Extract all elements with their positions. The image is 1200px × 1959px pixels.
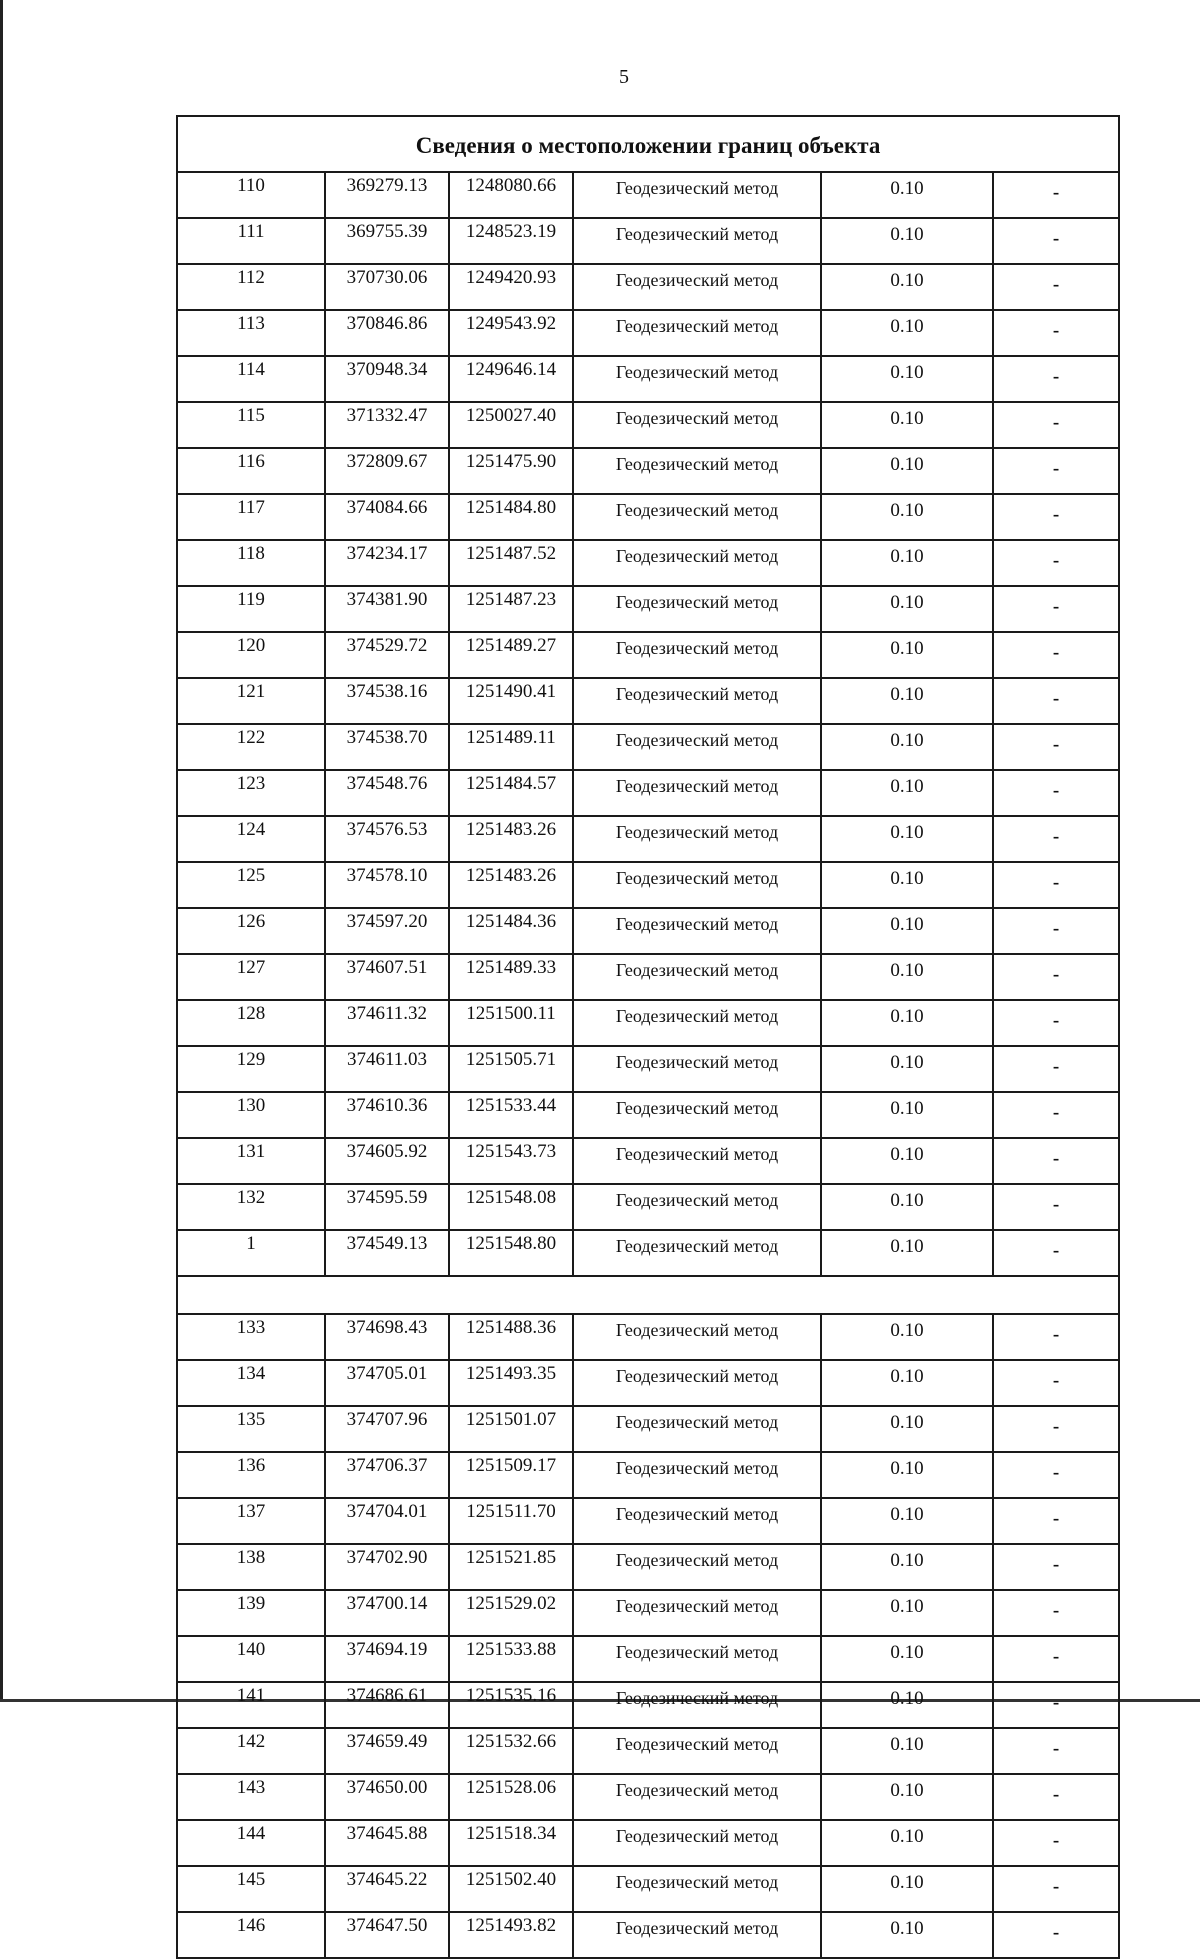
point-number-cell: 135: [177, 1406, 325, 1452]
coord-x-cell: 374645.88: [325, 1820, 449, 1866]
note-cell: -: [993, 1314, 1119, 1360]
table-title: Сведения о местоположении границ объекта: [177, 116, 1119, 172]
note-cell: -: [993, 1138, 1119, 1184]
table-row: [177, 540, 1119, 586]
point-number-cell: 128: [177, 1000, 325, 1046]
coord-y-cell: 1251493.35: [449, 1360, 573, 1406]
table-row: [177, 494, 1119, 540]
note-cell: -: [993, 218, 1119, 264]
note-cell: -: [993, 1000, 1119, 1046]
method-cell: Геодезический метод: [573, 540, 821, 586]
point-number-cell: 134: [177, 1360, 325, 1406]
method-cell: Геодезический метод: [573, 1138, 821, 1184]
note-cell: -: [993, 1406, 1119, 1452]
table-row: [177, 908, 1119, 954]
method-cell: Геодезический метод: [573, 1544, 821, 1590]
note-cell: -: [993, 1728, 1119, 1774]
table-row: [177, 1138, 1119, 1184]
accuracy-cell: 0.10: [821, 1000, 993, 1046]
note-cell: -: [993, 1820, 1119, 1866]
note-cell: -: [993, 1230, 1119, 1276]
point-number-cell: 145: [177, 1866, 325, 1912]
table-row: [177, 218, 1119, 264]
table-row: [177, 356, 1119, 402]
point-number-cell: 117: [177, 494, 325, 540]
method-cell: Геодезический метод: [573, 632, 821, 678]
point-number-cell: 139: [177, 1590, 325, 1636]
accuracy-cell: 0.10: [821, 1774, 993, 1820]
method-cell: Геодезический метод: [573, 1820, 821, 1866]
table-row: [177, 1406, 1119, 1452]
coord-x-cell: 374381.90: [325, 586, 449, 632]
table-row: [177, 724, 1119, 770]
coord-x-cell: 374702.90: [325, 1544, 449, 1590]
page-number: 5: [619, 66, 629, 88]
coord-y-cell: 1249646.14: [449, 356, 573, 402]
coord-y-cell: 1251533.44: [449, 1092, 573, 1138]
point-number-cell: 131: [177, 1138, 325, 1184]
coord-y-cell: 1251487.52: [449, 540, 573, 586]
note-cell: -: [993, 1046, 1119, 1092]
coord-x-cell: 374610.36: [325, 1092, 449, 1138]
point-number-cell: 136: [177, 1452, 325, 1498]
table-row: [177, 1912, 1119, 1958]
coord-x-cell: 374611.32: [325, 1000, 449, 1046]
table-row: [177, 1452, 1119, 1498]
method-cell: Геодезический метод: [573, 1406, 821, 1452]
note-cell: -: [993, 494, 1119, 540]
note-cell: -: [993, 1774, 1119, 1820]
table-row: [177, 1866, 1119, 1912]
coord-y-cell: 1251483.26: [449, 816, 573, 862]
accuracy-cell: 0.10: [821, 310, 993, 356]
method-cell: Геодезический метод: [573, 1184, 821, 1230]
method-cell: Геодезический метод: [573, 494, 821, 540]
coord-x-cell: 374605.92: [325, 1138, 449, 1184]
accuracy-cell: 0.10: [821, 264, 993, 310]
table-row: [177, 1774, 1119, 1820]
coord-y-cell: 1251511.70: [449, 1498, 573, 1544]
method-cell: Геодезический метод: [573, 1866, 821, 1912]
point-number-cell: 110: [177, 172, 325, 218]
coord-x-cell: 371332.47: [325, 402, 449, 448]
coord-x-cell: 374576.53: [325, 816, 449, 862]
method-cell: Геодезический метод: [573, 356, 821, 402]
method-cell: Геодезический метод: [573, 1360, 821, 1406]
accuracy-cell: 0.10: [821, 816, 993, 862]
accuracy-cell: 0.10: [821, 1912, 993, 1958]
coord-x-cell: 374595.59: [325, 1184, 449, 1230]
point-number-cell: 112: [177, 264, 325, 310]
coord-x-cell: 374650.00: [325, 1774, 449, 1820]
method-cell: Геодезический метод: [573, 1682, 821, 1728]
point-number-cell: 129: [177, 1046, 325, 1092]
accuracy-cell: 0.10: [821, 1138, 993, 1184]
coord-y-cell: 1251521.85: [449, 1544, 573, 1590]
note-cell: -: [993, 1452, 1119, 1498]
point-number-cell: 121: [177, 678, 325, 724]
note-cell: -: [993, 1092, 1119, 1138]
accuracy-cell: 0.10: [821, 1820, 993, 1866]
note-cell: -: [993, 1682, 1119, 1728]
point-number-cell: 114: [177, 356, 325, 402]
coord-y-cell: 1251505.71: [449, 1046, 573, 1092]
coord-y-cell: 1248523.19: [449, 218, 573, 264]
note-cell: -: [993, 448, 1119, 494]
coord-y-cell: 1251529.02: [449, 1590, 573, 1636]
method-cell: Геодезический метод: [573, 1636, 821, 1682]
coord-y-cell: 1251518.34: [449, 1820, 573, 1866]
table-row: [177, 1000, 1119, 1046]
point-number-cell: 123: [177, 770, 325, 816]
accuracy-cell: 0.10: [821, 1184, 993, 1230]
coord-x-cell: 374700.14: [325, 1590, 449, 1636]
accuracy-cell: 0.10: [821, 1498, 993, 1544]
point-number-cell: 122: [177, 724, 325, 770]
table-row: [177, 1046, 1119, 1092]
point-number-cell: 133: [177, 1314, 325, 1360]
accuracy-cell: 0.10: [821, 1360, 993, 1406]
note-cell: -: [993, 402, 1119, 448]
table-row: [177, 1820, 1119, 1866]
table-row: [177, 954, 1119, 1000]
table-row: [177, 1728, 1119, 1774]
note-cell: -: [993, 310, 1119, 356]
table-row: [177, 310, 1119, 356]
method-cell: Геодезический метод: [573, 1774, 821, 1820]
method-cell: Геодезический метод: [573, 310, 821, 356]
method-cell: Геодезический метод: [573, 1498, 821, 1544]
point-number-cell: 113: [177, 310, 325, 356]
accuracy-cell: 0.10: [821, 1866, 993, 1912]
table-row: [177, 448, 1119, 494]
coord-y-cell: 1251548.80: [449, 1230, 573, 1276]
accuracy-cell: 0.10: [821, 1406, 993, 1452]
note-cell: -: [993, 356, 1119, 402]
coord-x-cell: 372809.67: [325, 448, 449, 494]
point-number-cell: 137: [177, 1498, 325, 1544]
note-cell: -: [993, 724, 1119, 770]
accuracy-cell: 0.10: [821, 724, 993, 770]
scan-edge-left: [0, 0, 3, 1702]
note-cell: -: [993, 264, 1119, 310]
point-number-cell: 120: [177, 632, 325, 678]
coord-y-cell: 1251489.11: [449, 724, 573, 770]
coord-y-cell: 1251548.08: [449, 1184, 573, 1230]
accuracy-cell: 0.10: [821, 586, 993, 632]
table-row: [177, 172, 1119, 218]
note-cell: -: [993, 678, 1119, 724]
accuracy-cell: 0.10: [821, 1314, 993, 1360]
coord-y-cell: 1251528.06: [449, 1774, 573, 1820]
table-row: [177, 1498, 1119, 1544]
coord-y-cell: 1251475.90: [449, 448, 573, 494]
coord-x-cell: 374647.50: [325, 1912, 449, 1958]
coord-x-cell: 374705.01: [325, 1360, 449, 1406]
method-cell: Геодезический метод: [573, 816, 821, 862]
coord-y-cell: 1251500.11: [449, 1000, 573, 1046]
section-separator-cell: [177, 1276, 1119, 1314]
coord-x-cell: 369755.39: [325, 218, 449, 264]
point-number-cell: 142: [177, 1728, 325, 1774]
accuracy-cell: 0.10: [821, 1452, 993, 1498]
method-cell: Геодезический метод: [573, 1912, 821, 1958]
method-cell: Геодезический метод: [573, 218, 821, 264]
coord-x-cell: 374538.70: [325, 724, 449, 770]
accuracy-cell: 0.10: [821, 862, 993, 908]
boundary-table-container: [176, 115, 1118, 1959]
point-number-cell: 143: [177, 1774, 325, 1820]
note-cell: -: [993, 1498, 1119, 1544]
coord-x-cell: 374597.20: [325, 908, 449, 954]
coord-x-cell: 374645.22: [325, 1866, 449, 1912]
method-cell: Геодезический метод: [573, 908, 821, 954]
method-cell: Геодезический метод: [573, 264, 821, 310]
note-cell: -: [993, 1636, 1119, 1682]
coord-x-cell: 369279.13: [325, 172, 449, 218]
method-cell: Геодезический метод: [573, 724, 821, 770]
method-cell: Геодезический метод: [573, 1728, 821, 1774]
boundary-coordinates-table: [176, 115, 1120, 1959]
table-row: [177, 1184, 1119, 1230]
table-row: [177, 632, 1119, 678]
coord-x-cell: 374698.43: [325, 1314, 449, 1360]
coord-x-cell: 374706.37: [325, 1452, 449, 1498]
coord-y-cell: 1251535.16: [449, 1682, 573, 1728]
table-row: [177, 862, 1119, 908]
accuracy-cell: 0.10: [821, 908, 993, 954]
accuracy-cell: 0.10: [821, 402, 993, 448]
note-cell: -: [993, 586, 1119, 632]
point-number-cell: 127: [177, 954, 325, 1000]
method-cell: Геодезический метод: [573, 862, 821, 908]
accuracy-cell: 0.10: [821, 494, 993, 540]
accuracy-cell: 0.10: [821, 1092, 993, 1138]
accuracy-cell: 0.10: [821, 1230, 993, 1276]
coord-y-cell: 1251543.73: [449, 1138, 573, 1184]
note-cell: -: [993, 1912, 1119, 1958]
coord-y-cell: 1251501.07: [449, 1406, 573, 1452]
accuracy-cell: 0.10: [821, 1682, 993, 1728]
point-number-cell: 146: [177, 1912, 325, 1958]
point-number-cell: 126: [177, 908, 325, 954]
table-row: [177, 1682, 1119, 1728]
note-cell: -: [993, 908, 1119, 954]
point-number-cell: 116: [177, 448, 325, 494]
coord-x-cell: 370948.34: [325, 356, 449, 402]
coord-x-cell: 370730.06: [325, 264, 449, 310]
note-cell: -: [993, 172, 1119, 218]
accuracy-cell: 0.10: [821, 770, 993, 816]
table-row: [177, 264, 1119, 310]
method-cell: Геодезический метод: [573, 1000, 821, 1046]
table-row: [177, 1230, 1119, 1276]
point-number-cell: 140: [177, 1636, 325, 1682]
method-cell: Геодезический метод: [573, 586, 821, 632]
accuracy-cell: 0.10: [821, 1728, 993, 1774]
note-cell: -: [993, 1590, 1119, 1636]
point-number-cell: 130: [177, 1092, 325, 1138]
accuracy-cell: 0.10: [821, 632, 993, 678]
coord-y-cell: 1251533.88: [449, 1636, 573, 1682]
table-row: [177, 1092, 1119, 1138]
table-row: [177, 1360, 1119, 1406]
table-title-row: [177, 116, 1119, 172]
point-number-cell: 144: [177, 1820, 325, 1866]
method-cell: Геодезический метод: [573, 1590, 821, 1636]
coord-x-cell: 374611.03: [325, 1046, 449, 1092]
accuracy-cell: 0.10: [821, 1636, 993, 1682]
coord-x-cell: 374549.13: [325, 1230, 449, 1276]
note-cell: -: [993, 540, 1119, 586]
coord-x-cell: 374607.51: [325, 954, 449, 1000]
coord-x-cell: 374704.01: [325, 1498, 449, 1544]
coord-y-cell: 1249543.92: [449, 310, 573, 356]
point-number-cell: 111: [177, 218, 325, 264]
coord-x-cell: 374084.66: [325, 494, 449, 540]
method-cell: Геодезический метод: [573, 1046, 821, 1092]
note-cell: -: [993, 816, 1119, 862]
table-row: [177, 586, 1119, 632]
coord-y-cell: 1251483.26: [449, 862, 573, 908]
coord-x-cell: 374707.96: [325, 1406, 449, 1452]
method-cell: Геодезический метод: [573, 1230, 821, 1276]
coord-y-cell: 1251490.41: [449, 678, 573, 724]
accuracy-cell: 0.10: [821, 172, 993, 218]
point-number-cell: 141: [177, 1682, 325, 1728]
accuracy-cell: 0.10: [821, 540, 993, 586]
table-row: [177, 402, 1119, 448]
point-number-cell: 138: [177, 1544, 325, 1590]
point-number-cell: 119: [177, 586, 325, 632]
coord-y-cell: 1251493.82: [449, 1912, 573, 1958]
table-row: [177, 1636, 1119, 1682]
accuracy-cell: 0.10: [821, 356, 993, 402]
point-number-cell: 125: [177, 862, 325, 908]
note-cell: -: [993, 1360, 1119, 1406]
note-cell: -: [993, 1866, 1119, 1912]
method-cell: Геодезический метод: [573, 1092, 821, 1138]
accuracy-cell: 0.10: [821, 1544, 993, 1590]
coord-y-cell: 1249420.93: [449, 264, 573, 310]
coord-y-cell: 1251484.36: [449, 908, 573, 954]
coord-x-cell: 374538.16: [325, 678, 449, 724]
coord-y-cell: 1251502.40: [449, 1866, 573, 1912]
note-cell: -: [993, 632, 1119, 678]
coord-x-cell: 374234.17: [325, 540, 449, 586]
table-row: [177, 678, 1119, 724]
accuracy-cell: 0.10: [821, 954, 993, 1000]
section-separator-row: [177, 1276, 1119, 1314]
note-cell: -: [993, 770, 1119, 816]
method-cell: Геодезический метод: [573, 402, 821, 448]
table-row: [177, 1314, 1119, 1360]
method-cell: Геодезический метод: [573, 770, 821, 816]
method-cell: Геодезический метод: [573, 1452, 821, 1498]
method-cell: Геодезический метод: [573, 172, 821, 218]
method-cell: Геодезический метод: [573, 448, 821, 494]
coord-x-cell: 374686.61: [325, 1682, 449, 1728]
point-number-cell: 118: [177, 540, 325, 586]
coord-x-cell: 374578.10: [325, 862, 449, 908]
method-cell: Геодезический метод: [573, 1314, 821, 1360]
coord-y-cell: 1251489.27: [449, 632, 573, 678]
point-number-cell: 124: [177, 816, 325, 862]
table-row: [177, 1544, 1119, 1590]
table-row: [177, 770, 1119, 816]
coord-y-cell: 1251484.80: [449, 494, 573, 540]
coord-y-cell: 1251509.17: [449, 1452, 573, 1498]
point-number-cell: 132: [177, 1184, 325, 1230]
table-row: [177, 816, 1119, 862]
note-cell: -: [993, 1544, 1119, 1590]
coord-x-cell: 374694.19: [325, 1636, 449, 1682]
method-cell: Геодезический метод: [573, 678, 821, 724]
coord-y-cell: 1248080.66: [449, 172, 573, 218]
point-number-cell: 1: [177, 1230, 325, 1276]
coord-y-cell: 1251532.66: [449, 1728, 573, 1774]
coord-x-cell: 374659.49: [325, 1728, 449, 1774]
point-number-cell: 115: [177, 402, 325, 448]
coord-y-cell: 1251487.23: [449, 586, 573, 632]
note-cell: -: [993, 1184, 1119, 1230]
method-cell: Геодезический метод: [573, 954, 821, 1000]
table-row: [177, 1590, 1119, 1636]
accuracy-cell: 0.10: [821, 678, 993, 724]
accuracy-cell: 0.10: [821, 1590, 993, 1636]
coord-y-cell: 1251489.33: [449, 954, 573, 1000]
coord-y-cell: 1251484.57: [449, 770, 573, 816]
accuracy-cell: 0.10: [821, 1046, 993, 1092]
accuracy-cell: 0.10: [821, 218, 993, 264]
coord-x-cell: 374548.76: [325, 770, 449, 816]
coord-y-cell: 1250027.40: [449, 402, 573, 448]
coord-x-cell: 370846.86: [325, 310, 449, 356]
note-cell: -: [993, 954, 1119, 1000]
coord-y-cell: 1251488.36: [449, 1314, 573, 1360]
accuracy-cell: 0.10: [821, 448, 993, 494]
note-cell: -: [993, 862, 1119, 908]
coord-x-cell: 374529.72: [325, 632, 449, 678]
